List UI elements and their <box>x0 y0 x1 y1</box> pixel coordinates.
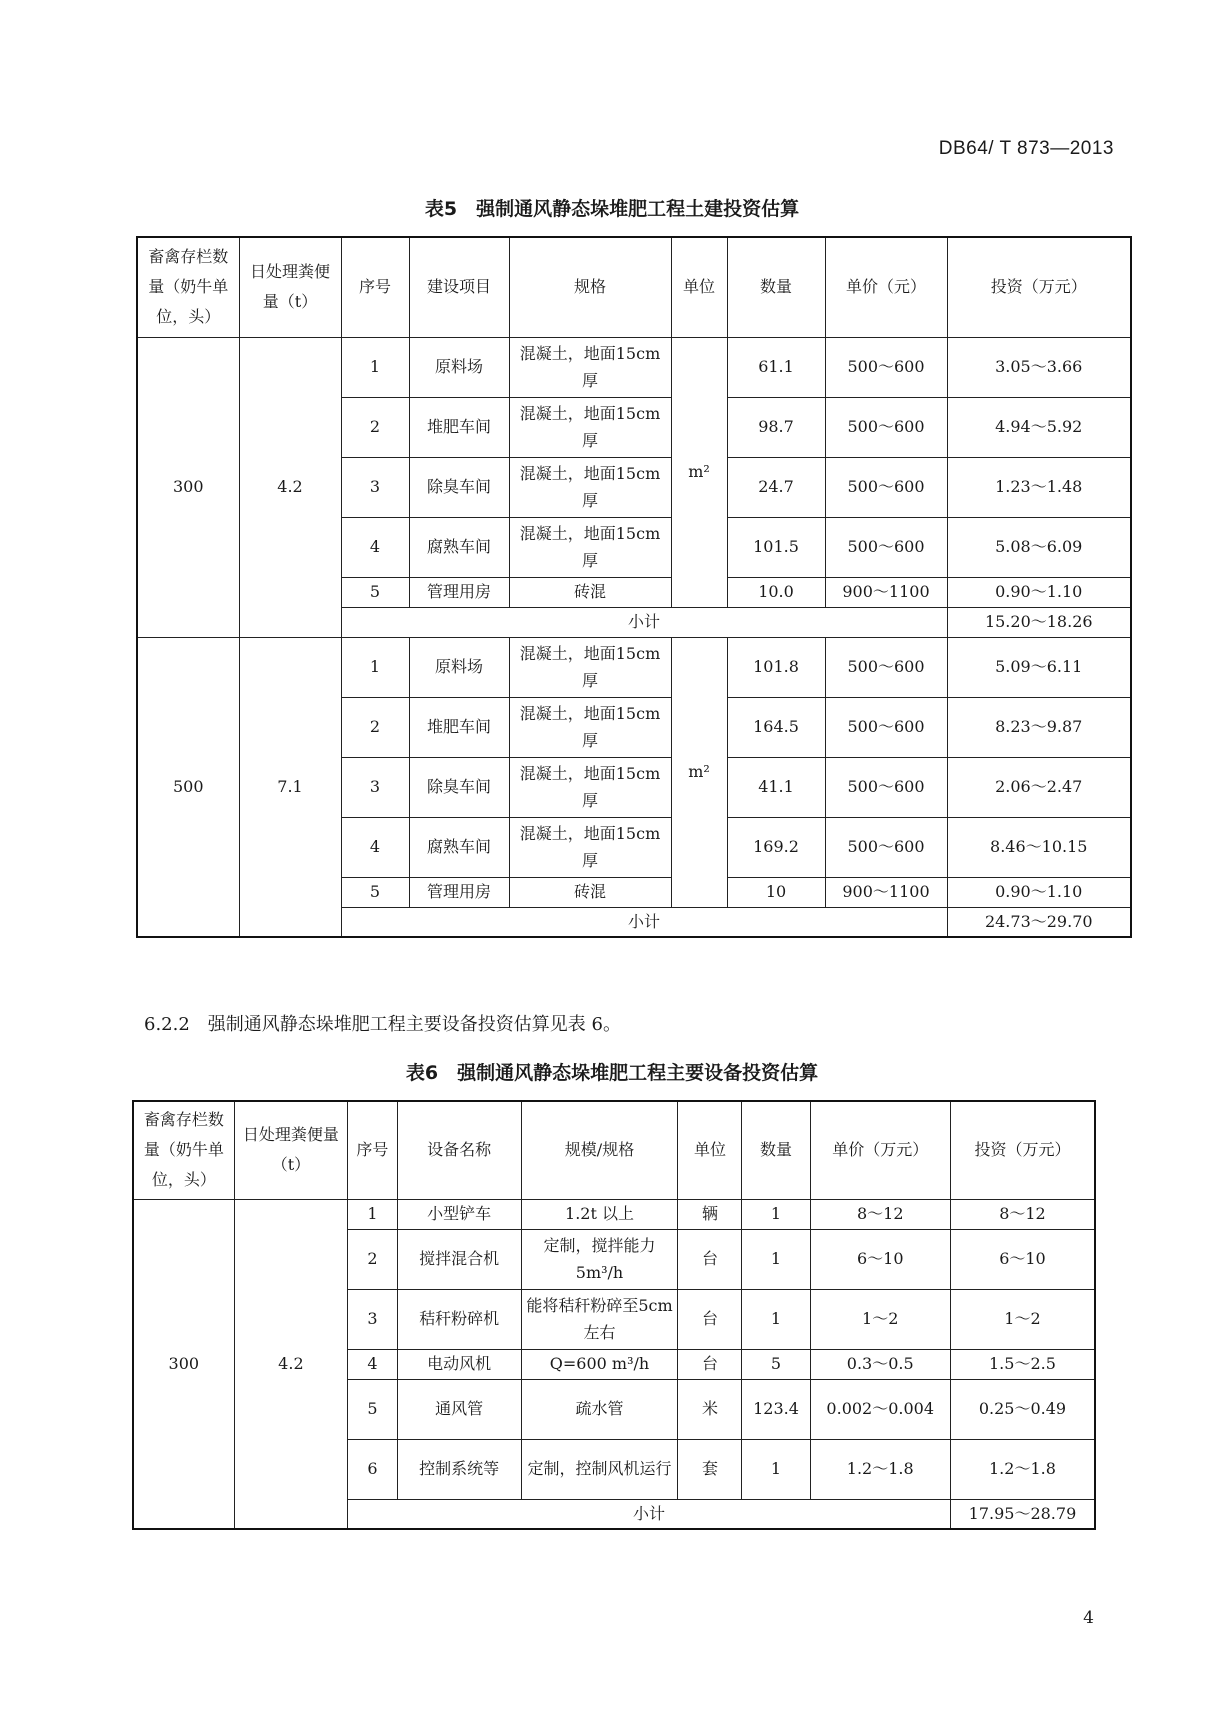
qty-cell: 123.4 <box>742 1379 810 1439</box>
qty-cell: 101.8 <box>727 637 825 697</box>
subtotal-label: 小计 <box>341 907 947 937</box>
header-seq: 序号 <box>341 237 409 337</box>
header-spec: 规格 <box>509 237 671 337</box>
header-price: 单价（万元） <box>810 1101 950 1199</box>
qty-cell: 61.1 <box>727 337 825 397</box>
qty-cell: 1 <box>742 1229 810 1289</box>
daily-cell: 4.2 <box>234 1199 348 1529</box>
qty-cell: 164.5 <box>727 697 825 757</box>
table5 <box>136 236 1132 938</box>
seq-cell: 5 <box>341 577 409 607</box>
table6-header-row <box>133 1101 1095 1199</box>
header-daily: 日处理粪便量（t） <box>234 1101 348 1199</box>
subtotal-label: 小计 <box>341 607 947 637</box>
unit-cell: 台 <box>678 1229 742 1289</box>
name-cell: 电动风机 <box>397 1349 521 1379</box>
price-cell: 6～10 <box>810 1229 950 1289</box>
table5-header-row <box>137 237 1131 337</box>
spec-cell: 混凝土，地面15cm厚 <box>509 817 671 877</box>
invest-cell: 6～10 <box>950 1229 1095 1289</box>
seq-cell: 1 <box>348 1199 398 1229</box>
item-cell: 腐熟车间 <box>409 517 509 577</box>
qty-cell: 169.2 <box>727 817 825 877</box>
qty-cell: 1 <box>742 1439 810 1499</box>
seq-cell: 3 <box>348 1289 398 1349</box>
name-cell: 通风管 <box>397 1379 521 1439</box>
clause-6-2-2: 6.2.2 强制通风静态垛堆肥工程主要设备投资估算见表 6。 <box>144 1014 621 1035</box>
invest-cell: 8.46～10.15 <box>947 817 1131 877</box>
name-cell: 搅拌混合机 <box>397 1229 521 1289</box>
spec-cell: 疏水管 <box>521 1379 678 1439</box>
price-cell: 900～1100 <box>825 577 947 607</box>
qty-cell: 41.1 <box>727 757 825 817</box>
livestock-cell: 500 <box>137 637 239 937</box>
header-livestock: 畜禽存栏数量（奶牛单位，头） <box>137 237 239 337</box>
seq-cell: 6 <box>348 1439 398 1499</box>
item-cell: 腐熟车间 <box>409 817 509 877</box>
header-invest: 投资（万元） <box>950 1101 1095 1199</box>
item-cell: 堆肥车间 <box>409 697 509 757</box>
spec-cell: 1.2t 以上 <box>521 1199 678 1229</box>
header-spec: 规模/规格 <box>521 1101 678 1199</box>
table6 <box>132 1100 1096 1530</box>
price-cell: 500～600 <box>825 697 947 757</box>
price-cell: 900～1100 <box>825 877 947 907</box>
header-livestock: 畜禽存栏数量（奶牛单位，头） <box>133 1101 234 1199</box>
spec-cell: 混凝土，地面15cm厚 <box>509 757 671 817</box>
seq-cell: 5 <box>348 1379 398 1439</box>
seq-cell: 4 <box>348 1349 398 1379</box>
spec-cell: 混凝土，地面15cm厚 <box>509 517 671 577</box>
unit-cell: 套 <box>678 1439 742 1499</box>
table-row <box>137 337 1131 397</box>
spec-cell: 混凝土，地面15cm厚 <box>509 637 671 697</box>
livestock-cell: 300 <box>133 1199 234 1529</box>
invest-cell: 8.23～9.87 <box>947 697 1131 757</box>
spec-cell: Q=600 m³/h <box>521 1349 678 1379</box>
subtotal-value: 17.95～28.79 <box>950 1499 1095 1529</box>
header-qty: 数量 <box>742 1101 810 1199</box>
spec-cell: 混凝土，地面15cm厚 <box>509 397 671 457</box>
header-qty: 数量 <box>727 237 825 337</box>
invest-cell: 5.08～6.09 <box>947 517 1131 577</box>
unit-cell: m² <box>671 637 727 907</box>
header-daily: 日处理粪便量（t） <box>239 237 341 337</box>
table-row <box>133 1199 1095 1229</box>
item-cell: 管理用房 <box>409 577 509 607</box>
daily-cell: 4.2 <box>239 337 341 637</box>
subtotal-value: 24.73～29.70 <box>947 907 1131 937</box>
price-cell: 1～2 <box>810 1289 950 1349</box>
name-cell: 秸秆粉碎机 <box>397 1289 521 1349</box>
qty-cell: 1 <box>742 1289 810 1349</box>
price-cell: 500～600 <box>825 817 947 877</box>
seq-cell: 4 <box>341 817 409 877</box>
price-cell: 500～600 <box>825 517 947 577</box>
price-cell: 500～600 <box>825 757 947 817</box>
unit-cell: 米 <box>678 1379 742 1439</box>
spec-cell: 砖混 <box>509 577 671 607</box>
spec-cell: 能将秸秆粉碎至5cm左右 <box>521 1289 678 1349</box>
invest-cell: 1～2 <box>950 1289 1095 1349</box>
item-cell: 原料场 <box>409 637 509 697</box>
daily-cell: 7.1 <box>239 637 341 937</box>
name-cell: 控制系统等 <box>397 1439 521 1499</box>
seq-cell: 3 <box>341 457 409 517</box>
spec-cell: 定制，控制风机运行 <box>521 1439 678 1499</box>
invest-cell: 1.23～1.48 <box>947 457 1131 517</box>
document-id: DB64/ T 873—2013 <box>938 138 1114 159</box>
unit-cell: 辆 <box>678 1199 742 1229</box>
item-cell: 除臭车间 <box>409 757 509 817</box>
name-cell: 小型铲车 <box>397 1199 521 1229</box>
invest-cell: 8～12 <box>950 1199 1095 1229</box>
invest-cell: 0.90～1.10 <box>947 577 1131 607</box>
qty-cell: 1 <box>742 1199 810 1229</box>
spec-cell: 混凝土，地面15cm厚 <box>509 697 671 757</box>
livestock-cell: 300 <box>137 337 239 637</box>
invest-cell: 1.5～2.5 <box>950 1349 1095 1379</box>
invest-cell: 0.25～0.49 <box>950 1379 1095 1439</box>
invest-cell: 4.94～5.92 <box>947 397 1131 457</box>
item-cell: 管理用房 <box>409 877 509 907</box>
header-item: 建设项目 <box>409 237 509 337</box>
item-cell: 除臭车间 <box>409 457 509 517</box>
seq-cell: 2 <box>341 697 409 757</box>
unit-cell: 台 <box>678 1349 742 1379</box>
invest-cell: 2.06～2.47 <box>947 757 1131 817</box>
qty-cell: 24.7 <box>727 457 825 517</box>
spec-cell: 砖混 <box>509 877 671 907</box>
spec-cell: 混凝土，地面15cm厚 <box>509 457 671 517</box>
seq-cell: 2 <box>341 397 409 457</box>
spec-cell: 定制，搅拌能力5m³/h <box>521 1229 678 1289</box>
table6-caption: 表6 强制通风静态垛堆肥工程主要设备投资估算 <box>405 1062 819 1084</box>
price-cell: 8～12 <box>810 1199 950 1229</box>
unit-cell: m² <box>671 337 727 607</box>
header-invest: 投资（万元） <box>947 237 1131 337</box>
seq-cell: 5 <box>341 877 409 907</box>
price-cell: 500～600 <box>825 457 947 517</box>
invest-cell: 3.05～3.66 <box>947 337 1131 397</box>
table-row <box>137 637 1131 697</box>
page-number: 4 <box>1083 1608 1094 1628</box>
item-cell: 堆肥车间 <box>409 397 509 457</box>
spec-cell: 混凝土，地面15cm厚 <box>509 337 671 397</box>
seq-cell: 1 <box>341 637 409 697</box>
price-cell: 1.2～1.8 <box>810 1439 950 1499</box>
seq-cell: 4 <box>341 517 409 577</box>
price-cell: 500～600 <box>825 637 947 697</box>
qty-cell: 5 <box>742 1349 810 1379</box>
seq-cell: 3 <box>341 757 409 817</box>
invest-cell: 5.09～6.11 <box>947 637 1131 697</box>
header-name: 设备名称 <box>397 1101 521 1199</box>
subtotal-label: 小计 <box>348 1499 951 1529</box>
header-unit: 单位 <box>678 1101 742 1199</box>
seq-cell: 1 <box>341 337 409 397</box>
price-cell: 500～600 <box>825 397 947 457</box>
seq-cell: 2 <box>348 1229 398 1289</box>
qty-cell: 10 <box>727 877 825 907</box>
price-cell: 500～600 <box>825 337 947 397</box>
header-unit: 单位 <box>671 237 727 337</box>
invest-cell: 0.90～1.10 <box>947 877 1131 907</box>
table5-caption: 表5 强制通风静态垛堆肥工程土建投资估算 <box>424 198 800 220</box>
header-seq: 序号 <box>348 1101 398 1199</box>
price-cell: 0.3～0.5 <box>810 1349 950 1379</box>
qty-cell: 101.5 <box>727 517 825 577</box>
unit-cell: 台 <box>678 1289 742 1349</box>
qty-cell: 98.7 <box>727 397 825 457</box>
invest-cell: 1.2～1.8 <box>950 1439 1095 1499</box>
item-cell: 原料场 <box>409 337 509 397</box>
price-cell: 0.002～0.004 <box>810 1379 950 1439</box>
subtotal-value: 15.20～18.26 <box>947 607 1131 637</box>
qty-cell: 10.0 <box>727 577 825 607</box>
header-price: 单价（元） <box>825 237 947 337</box>
